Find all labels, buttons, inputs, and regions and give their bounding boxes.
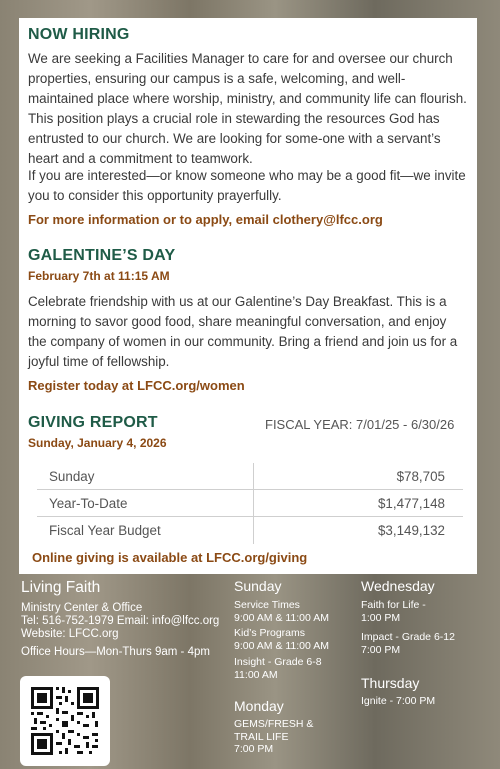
table-row	[37, 463, 463, 490]
monday-gems	[234, 718, 313, 756]
sunday-kids-programs	[234, 627, 329, 652]
schedule-item-time: 9:00 AM & 11:00 AM	[234, 639, 329, 652]
galentines-title: GALENTINE’S DAY	[28, 247, 176, 264]
online-giving-link[interactable]: Online giving is available at LFCC.org/giving	[32, 550, 308, 565]
ministry-center-label: Ministry Center & Office	[21, 602, 143, 614]
now-hiring-contact-link[interactable]: For more information or to apply, email clothery@lfcc.org	[28, 212, 383, 227]
table-row	[37, 490, 463, 517]
giving-report-title: GIVING REPORT	[28, 414, 158, 431]
thursday-ignite: Ignite - 7:00 PM	[361, 695, 436, 707]
schedule-item-name: GEMS/FRESH &	[234, 718, 314, 730]
schedule-item-time: 7:00 PM	[361, 643, 401, 656]
giving-table	[37, 463, 463, 544]
now-hiring-description: We are seeking a Facilities Manager to care for and oversee our church properties, ensuring our campus is a safe, welcoming, and well-maintained place where worship, ministry, and community life can flourish. This position plays a crucial role in stewarding the resources God has entrusted to our church. We are looking for some-one with a servant’s heart and a commitment to teamwork.	[28, 51, 467, 166]
org-name: Living Faith	[21, 579, 101, 596]
fiscal-year-label: FISCAL YEAR: 7/01/25 - 6/30/26	[265, 417, 455, 432]
schedule-item-time: 1:00 PM	[361, 611, 401, 624]
galentines-register-link[interactable]: Register today at LFCC.org/women	[28, 378, 245, 393]
sunday-insight	[234, 656, 322, 681]
qr-code-icon[interactable]	[20, 676, 110, 766]
contact-tel-email[interactable]: Tel: 516-752-1979 Email: info@lfcc.org	[21, 615, 220, 627]
website-link[interactable]: Website: LFCC.org	[21, 628, 119, 640]
giving-row-label: Fiscal Year Budget	[37, 517, 254, 544]
schedule-item-name: Insight - Grade 6-8	[234, 656, 322, 668]
schedule-item-time: 9:00 AM & 11:00 AM	[234, 611, 329, 624]
schedule-item-name: TRAIL LIFE	[234, 730, 289, 743]
galentines-description: Celebrate friendship with us at our Galentine’s Day Breakfast. This is a morning to savor good food, share meaningful conversation, and enjoy the company of women in our community. Bring a friend and join us for a joyful time of fellowship.	[28, 294, 458, 369]
schedule-item-time: 7:00 PM	[234, 743, 274, 755]
bulletin-card	[19, 18, 477, 574]
giving-report-date: Sunday, January 4, 2026	[28, 436, 167, 450]
giving-row-label: Sunday	[37, 463, 254, 489]
schedule-item-name: Service Times	[234, 599, 300, 611]
thursday-heading: Thursday	[361, 675, 420, 691]
wednesday-heading: Wednesday	[361, 578, 435, 594]
giving-row-value: $1,477,148	[377, 495, 445, 511]
wednesday-impact	[361, 631, 455, 656]
giving-row-value: $78,705	[396, 468, 445, 484]
schedule-item-name: Faith for Life -	[361, 599, 426, 611]
schedule-item-name: Kid’s Programs	[234, 627, 305, 639]
table-row	[37, 517, 463, 544]
giving-row-label: Year-To-Date	[37, 490, 254, 516]
wednesday-faith-for-life	[361, 599, 426, 624]
schedule-item-time: 11:00 AM	[234, 668, 278, 681]
galentines-date: February 7th at 11:15 AM	[28, 269, 170, 283]
sunday-service-times	[234, 599, 329, 624]
monday-heading: Monday	[234, 698, 284, 714]
now-hiring-invitation: If you are interested—or know someone who may be a good fit—we invite you to consider this opportunity prayerfully.	[28, 168, 466, 203]
now-hiring-title: NOW HIRING	[28, 26, 130, 43]
schedule-item-name: Impact - Grade 6-12	[361, 631, 455, 643]
sunday-heading: Sunday	[234, 578, 282, 594]
giving-row-value: $3,149,132	[377, 523, 445, 538]
office-hours: Office Hours—Mon-Thurs 9am - 4pm	[21, 646, 210, 658]
